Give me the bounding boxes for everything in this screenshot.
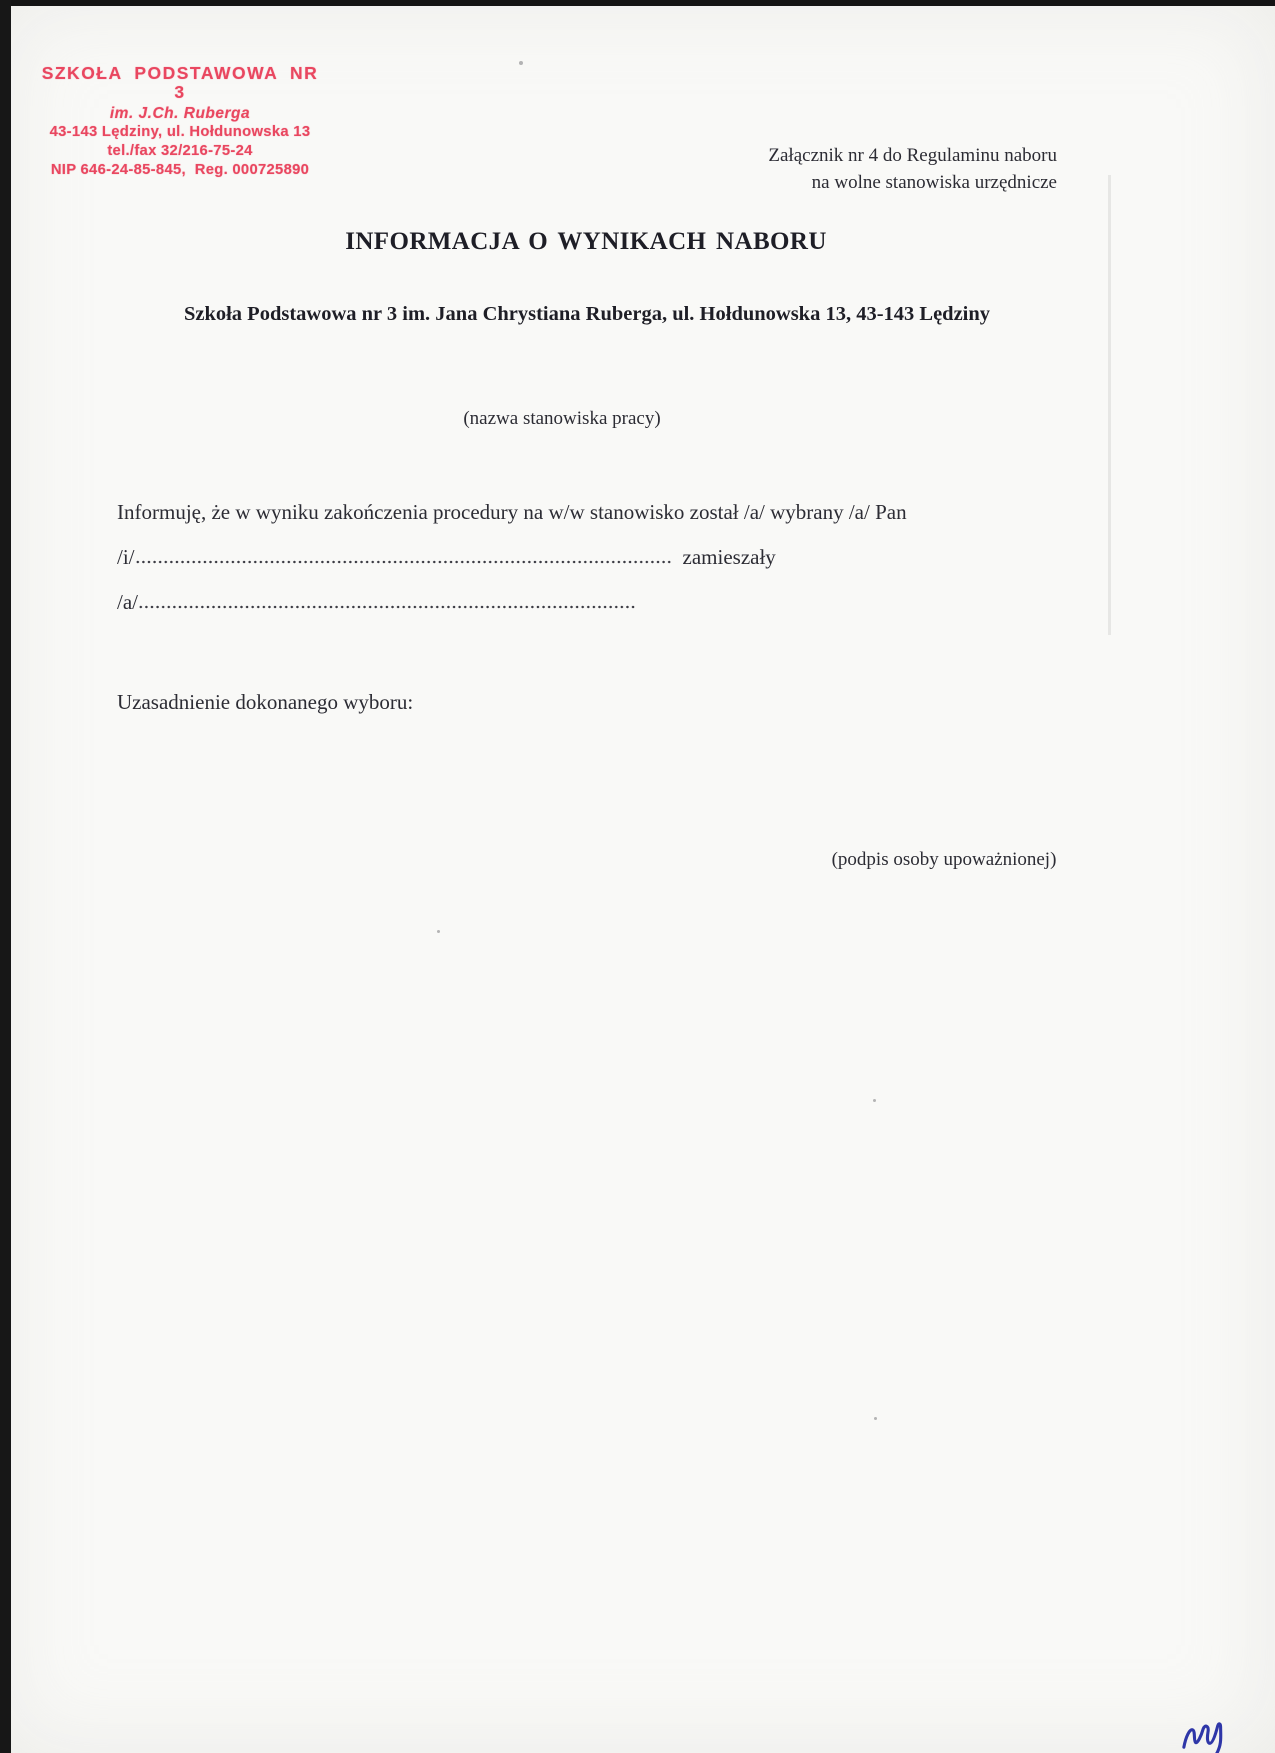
school-stamp — [34, 64, 326, 180]
handwritten-initials-icon — [1180, 1716, 1238, 1753]
scan-speck — [519, 61, 523, 65]
residence-fill-blank-line — [138, 605, 636, 609]
scan-streak-artifact — [1108, 175, 1111, 635]
stamp-patron: im. J.Ch. Ruberga — [109, 105, 251, 122]
intro-line: Informuję, że w wyniku zakończenia procedury na w/w stanowisko został /a/ wybrany /a/ Pan — [117, 500, 907, 524]
name-fill-line — [117, 545, 776, 570]
name-fill-suffix: zamieszały — [682, 545, 776, 569]
stamp-address: 43-143 Lędziny, ul. Hołdunowska 13 — [49, 124, 311, 140]
signature-blank-line — [793, 836, 1094, 840]
stamp-registration: NIP 646-24-85-845, Reg. 000725890 — [50, 162, 310, 178]
position-name-blank-line — [434, 397, 794, 401]
scan-speck — [874, 1417, 877, 1420]
scan-speck — [873, 1099, 876, 1102]
scan-speck — [437, 930, 440, 933]
document-subtitle: Szkoła Podstawowa nr 3 im. Jana Chrystiana Ruberga, ul. Hołdunowska 13, 43-143 Lędziny — [183, 303, 991, 325]
signature-caption: (podpis osoby upoważnionej) — [831, 849, 1057, 870]
residence-fill-line — [117, 590, 636, 615]
scan-edge-top — [0, 0, 1275, 6]
justification-label: Uzasadnienie dokonanego wyboru: — [117, 690, 414, 714]
attachment-note-line1: Załącznik nr 4 do Regulaminu naboru — [768, 145, 1057, 166]
attachment-note-line2: na wolne stanowiska urzędnicze — [811, 172, 1057, 193]
stamp-school-name: SZKOŁA PODSTAWOWA NR 3 — [41, 63, 319, 102]
name-fill-blank-line — [135, 560, 673, 564]
document-title: INFORMACJA O WYNIKACH NABORU — [345, 228, 827, 255]
attachment-note — [768, 142, 1057, 196]
name-fill-prefix: /i/ — [117, 545, 135, 569]
position-name-caption: (nazwa stanowiska pracy) — [463, 408, 661, 429]
scan-edge-left — [0, 0, 11, 1753]
residence-fill-prefix: /a/ — [117, 590, 138, 614]
stamp-phone: tel./fax 32/216-75-24 — [107, 143, 253, 159]
